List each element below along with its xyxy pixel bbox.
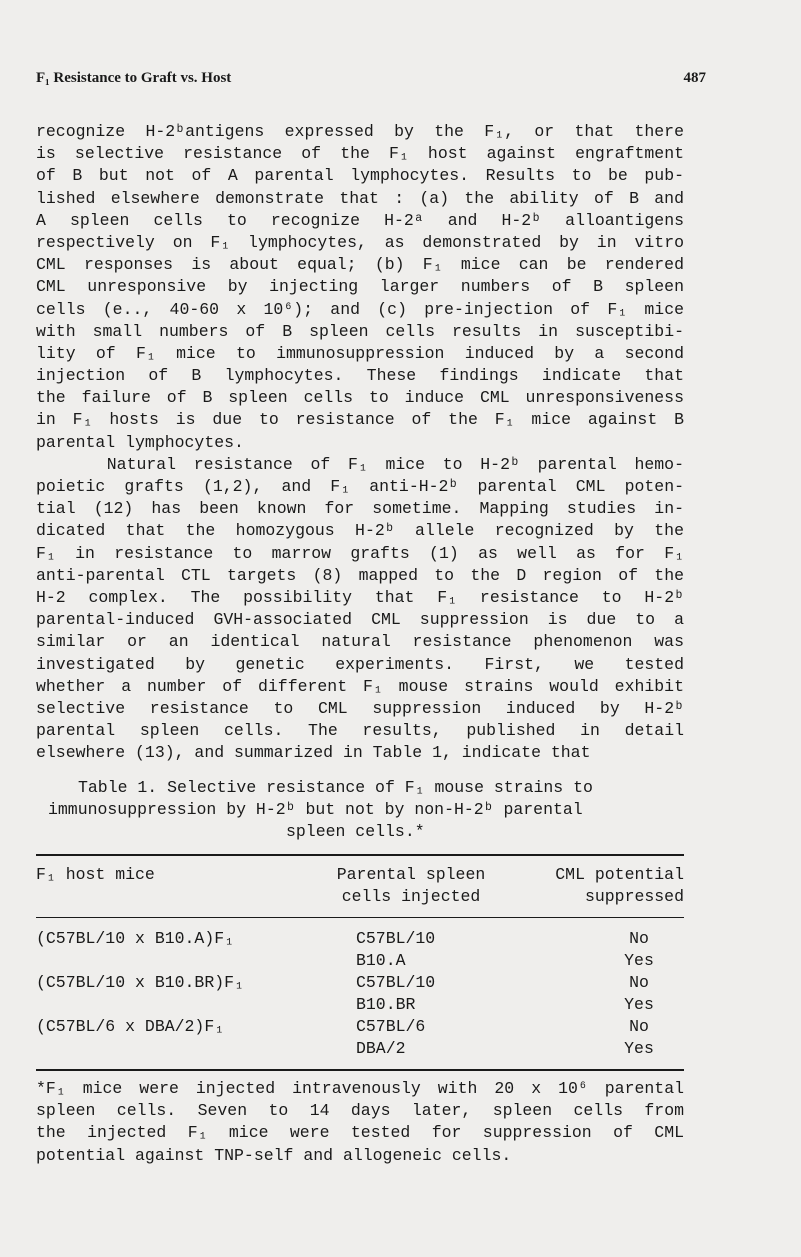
body-line: cells (e.., 40-60 x 10⁶); and (c) pre-injection of F₁ mice: [36, 299, 684, 319]
table-header: [36, 864, 684, 914]
column-header-parental-2: cells injected: [341, 887, 481, 906]
column-header-host: F₁ host mice: [36, 865, 155, 884]
footnote-line: the injected F₁ mice were tested for suppression of CML: [36, 1123, 684, 1143]
footnote-line: potential against TNP-self and allogeneic cells.: [36, 1145, 512, 1165]
table-row: [36, 972, 684, 994]
caption-line: Table 1. Selective resistance of F₁ mouse strains to: [78, 778, 593, 797]
column-header-cml-2: suppressed: [584, 887, 684, 906]
cell-host: (C57BL/10 x B10.BR)F₁: [36, 973, 244, 992]
table-top-rule: [36, 854, 684, 856]
body-line: anti-parental CTL targets (8) mapped to the D region of the: [36, 565, 684, 585]
running-title: F₁ Resistance to Graft vs. Host: [36, 70, 232, 86]
body-line: lity of F₁ mice to immunosuppression induced by a second: [36, 343, 684, 363]
cell-suppressed: No: [629, 1017, 649, 1036]
column-header-cml-1: CML potential: [555, 865, 684, 884]
table-row: [36, 994, 684, 1016]
column-header-parental-1: Parental spleen: [336, 865, 486, 884]
body-line: of B but not of A parental lymphocytes. Results to be pub-: [36, 166, 684, 186]
body-line: the failure of B spleen cells to induce CML unresponsiveness: [36, 388, 684, 408]
body-line: investigated by genetic experiments. First, we tested: [36, 654, 684, 674]
table-row: [36, 928, 684, 950]
body-line: selective resistance to CML suppression induced by H-2ᵇ: [36, 698, 684, 718]
body-text: [36, 121, 684, 764]
body-line: parental lymphocytes.: [36, 432, 244, 452]
body-line: with small numbers of B spleen cells results in susceptibi-: [36, 321, 684, 341]
cell-suppressed: No: [629, 973, 649, 992]
body-line: A spleen cells to recognize H-2ᵃ and H-2ᵇ alloantigens: [36, 210, 684, 230]
table-footnote: [36, 1078, 684, 1167]
cell-suppressed: No: [629, 929, 649, 948]
table-row: [36, 950, 684, 972]
caption-line: immunosuppression by H-2ᵇ but not by non-H-2ᵇ parental: [48, 800, 583, 820]
cell-parental: C57BL/10: [356, 929, 436, 948]
body-line: parental spleen cells. The results, published in detail: [36, 721, 684, 741]
cell-parental: DBA/2: [356, 1039, 406, 1058]
cell-parental: C57BL/6: [356, 1017, 426, 1036]
body-line: respectively on F₁ lymphocytes, as demonstrated by in vitro: [36, 232, 684, 252]
caption-line: spleen cells.*: [286, 822, 425, 842]
body-line: F₁ in resistance to marrow grafts (1) as well as for F₁: [36, 543, 684, 563]
body-line: whether a number of different F₁ mouse strains would exhibit: [36, 676, 684, 696]
table-row: [36, 1016, 684, 1038]
footnote-line: spleen cells. Seven to 14 days later, spleen cells from: [36, 1101, 684, 1121]
cell-suppressed: Yes: [624, 951, 654, 970]
cell-host: (C57BL/6 x DBA/2)F₁: [36, 1017, 225, 1036]
cell-parental: B10.BR: [356, 995, 416, 1014]
table-caption: [36, 777, 684, 844]
cell-suppressed: Yes: [624, 1039, 654, 1058]
footnote-line: *F₁ mice were injected intravenously with 20 x 10⁶ parental: [36, 1079, 684, 1098]
page-number: 487: [683, 70, 706, 86]
body-line: tial (12) has been known for sometime. Mapping studies in-: [36, 499, 684, 519]
cell-parental: B10.A: [356, 951, 406, 970]
body-line: similar or an identical natural resistance phenomenon was: [36, 632, 684, 652]
body-line: in F₁ hosts is due to resistance of the F₁ mice against B: [36, 410, 684, 430]
table-row: [36, 1038, 684, 1060]
body-line: recognize H-2ᵇantigens expressed by the F₁, or that there: [36, 122, 684, 141]
cell-suppressed: Yes: [624, 995, 654, 1014]
cell-host: (C57BL/10 x B10.A)F₁: [36, 929, 235, 948]
body-line: CML unresponsive by injecting larger numbers of B spleen: [36, 277, 684, 297]
body-line: is selective resistance of the F₁ host against engraftment: [36, 144, 684, 164]
body-line: injection of B lymphocytes. These findings indicate that: [36, 366, 684, 386]
table-header-rule: [36, 917, 684, 918]
body-line: poietic grafts (1,2), and F₁ anti-H-2ᵇ parental CML poten-: [36, 477, 684, 496]
body-line: H-2 complex. The possibility that F₁ resistance to H-2ᵇ: [36, 587, 684, 607]
body-line: lished elsewhere demonstrate that : (a) the ability of B and: [36, 188, 684, 208]
body-line: dicated that the homozygous H-2ᵇ allele recognized by the: [36, 521, 684, 541]
table-bottom-rule: [36, 1069, 684, 1071]
body-line: Natural resistance of F₁ mice to H-2ᵇ parental hemo-: [36, 454, 684, 474]
body-line: CML responses is about equal; (b) F₁ mice can be rendered: [36, 255, 684, 275]
running-header: [36, 70, 706, 92]
body-line: elsewhere (13), and summarized in Table 1, indicate that: [36, 743, 591, 763]
cell-parental: C57BL/10: [356, 973, 436, 992]
body-line: parental-induced GVH-associated CML suppression is due to a: [36, 610, 684, 630]
table-body: [36, 928, 684, 1068]
